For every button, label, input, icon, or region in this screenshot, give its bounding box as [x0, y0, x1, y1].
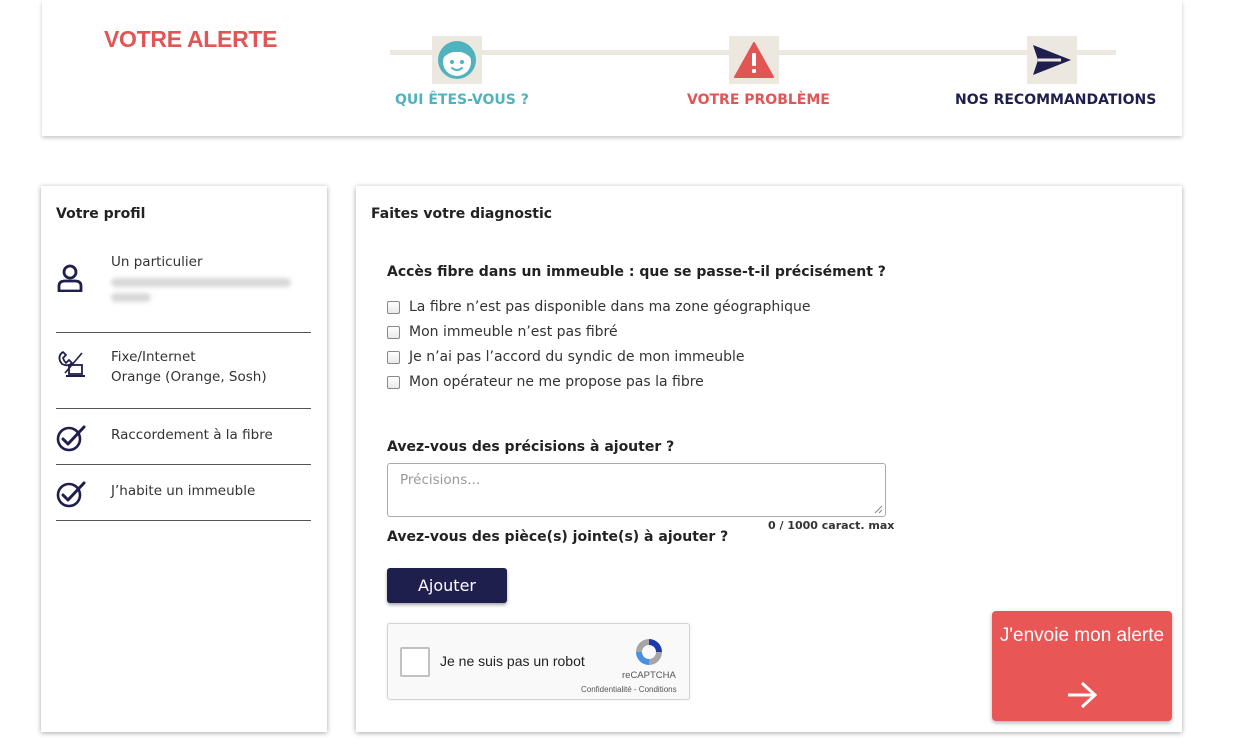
precisions-textarea[interactable] [387, 463, 886, 517]
step-reco-icon-box[interactable] [1027, 36, 1077, 84]
recaptcha-label: Je ne suis pas un robot [440, 653, 585, 669]
check-circle-icon [56, 479, 86, 509]
step-who-icon-box[interactable] [432, 36, 482, 84]
send-alert-button[interactable] [992, 611, 1172, 721]
precisions-question: Avez-vous des précisions à ajouter ? [387, 439, 675, 455]
resize-grip-icon[interactable] [874, 505, 883, 514]
warning-icon [733, 41, 775, 79]
checkbox[interactable] [387, 376, 400, 389]
checkbox[interactable] [387, 301, 400, 314]
recaptcha-checkbox[interactable] [400, 647, 430, 677]
diagnostic-card [356, 186, 1182, 732]
checkbox[interactable] [387, 351, 400, 364]
person-icon [56, 264, 84, 292]
header-card [42, 0, 1182, 136]
add-attachment-button[interactable]: Ajouter [387, 568, 507, 603]
option-building-not-fibered[interactable] [387, 324, 618, 340]
arrow-right-icon [1066, 681, 1098, 709]
attachments-question: Avez-vous des pièce(s) jointe(s) à ajouter ? [387, 529, 729, 545]
profile-item-line [56, 333, 311, 409]
divider [56, 520, 311, 521]
recaptcha-widget [387, 623, 690, 700]
send-alert-label: J'envoie mon alerte [999, 625, 1165, 646]
profile-item-housing [56, 465, 311, 521]
option-no-fiber-zone[interactable] [387, 299, 810, 315]
face-icon [436, 39, 478, 81]
check-circle-icon [56, 423, 86, 453]
recaptcha-brand: reCAPTCHA [622, 670, 676, 681]
char-counter: 0 / 1000 caract. max [768, 519, 895, 532]
blurred-email [111, 278, 291, 302]
profile-item-sublabel: Orange (Orange, Sosh) [111, 369, 267, 385]
option-no-syndic-agreement[interactable] [387, 349, 744, 365]
recaptcha-links[interactable]: Confidentialité - Conditions [581, 685, 677, 694]
page-title: VOTRE ALERTE [104, 26, 278, 52]
option-label: La fibre n’est pas disponible dans ma zone géographique [409, 299, 811, 315]
option-label: Je n’ai pas l’accord du syndic de mon immeuble [409, 349, 745, 365]
profile-item-user-type [56, 248, 311, 333]
step-reco-label[interactable]: NOS RECOMMANDATIONS [955, 92, 1157, 108]
step-problem-icon-box[interactable] [729, 36, 779, 84]
profile-card [41, 186, 327, 732]
fiber-question: Accès fibre dans un immeuble : que se passe-t-il précisément ? [387, 264, 886, 280]
option-label: Mon opérateur ne me propose pas la fibre [409, 374, 704, 390]
checkbox[interactable] [387, 326, 400, 339]
profile-item-label: Fixe/Internet [111, 349, 196, 365]
phone-laptop-icon [56, 349, 86, 379]
option-label: Mon immeuble n’est pas fibré [409, 324, 618, 340]
precisions-placeholder: Précisions... [400, 472, 481, 488]
step-problem-label[interactable]: VOTRE PROBLÈME [687, 92, 830, 108]
profile-item-connection [56, 409, 311, 465]
recaptcha-logo-icon [632, 635, 666, 669]
step-who-label[interactable]: QUI ÊTES-VOUS ? [395, 92, 529, 108]
profile-title: Votre profil [56, 206, 146, 222]
send-icon [1031, 43, 1073, 77]
profile-item-label: J’habite un immeuble [111, 483, 256, 499]
profile-item-label: Raccordement à la fibre [111, 427, 273, 443]
diagnostic-title: Faites votre diagnostic [371, 206, 553, 222]
option-operator-no-fiber[interactable] [387, 374, 704, 390]
profile-item-label: Un particulier [111, 254, 203, 270]
